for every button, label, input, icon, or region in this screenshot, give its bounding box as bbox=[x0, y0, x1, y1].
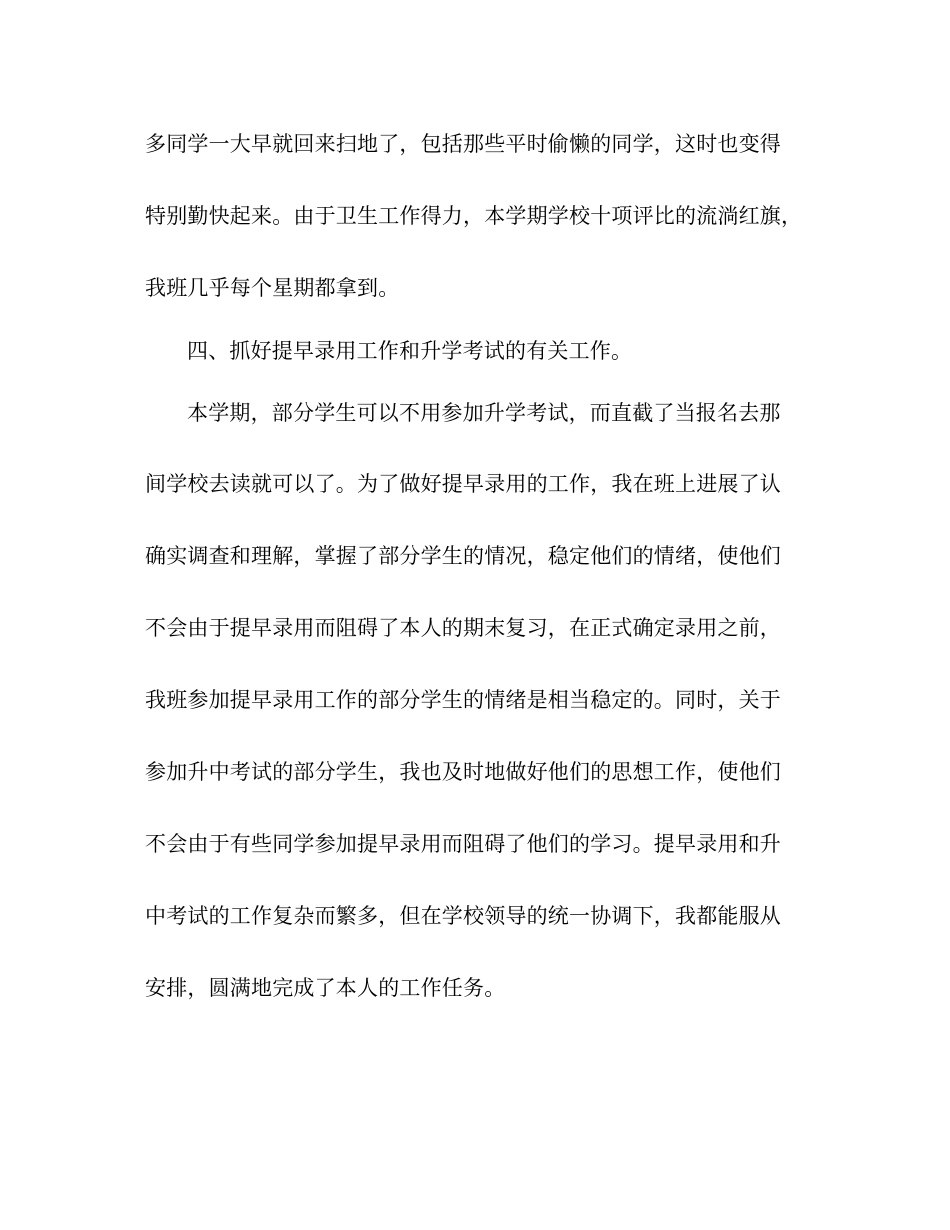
paragraph-line: 多同学一大早就回来扫地了，包括那些平时偷懒的同学，这时也变得 bbox=[145, 132, 781, 156]
paragraph-line: 本学期，部分学生可以不用参加升学考试，而直截了当报名去那 bbox=[187, 401, 781, 425]
section-heading: 四、抓好提早录用工作和升学考试的有关工作。 bbox=[187, 339, 633, 363]
paragraph-line: 间学校去读就可以了。为了做好提早录用的工作，我在班上进展了认 bbox=[145, 472, 781, 496]
paragraph-line: 我班几乎每个星期都拿到。 bbox=[145, 276, 400, 300]
paragraph-line: 不会由于提早录用而阻碍了本人的期末复习，在正式确定录用之前， bbox=[145, 616, 781, 640]
paragraph-line: 特别勤快起来。由于卫生工作得力，本学期学校十项评比的流淌红旗， bbox=[145, 204, 803, 228]
paragraph-line: 参加升中考试的部分学生，我也及时地做好他们的思想工作，使他们 bbox=[145, 760, 781, 784]
paragraph-line: 确实调查和理解，掌握了部分学生的情况，稳定他们的情绪，使他们 bbox=[145, 544, 781, 568]
paragraph-line: 中考试的工作复杂而繁多，但在学校领导的统一协调下，我都能服从 bbox=[145, 904, 781, 928]
paragraph-line: 安排，圆满地完成了本人的工作任务。 bbox=[145, 976, 506, 1000]
paragraph-line: 不会由于有些同学参加提早录用而阻碍了他们的学习。提早录用和升 bbox=[145, 832, 781, 856]
paragraph-line: 我班参加提早录用工作的部分学生的情绪是相当稳定的。同时，关于 bbox=[145, 688, 781, 712]
